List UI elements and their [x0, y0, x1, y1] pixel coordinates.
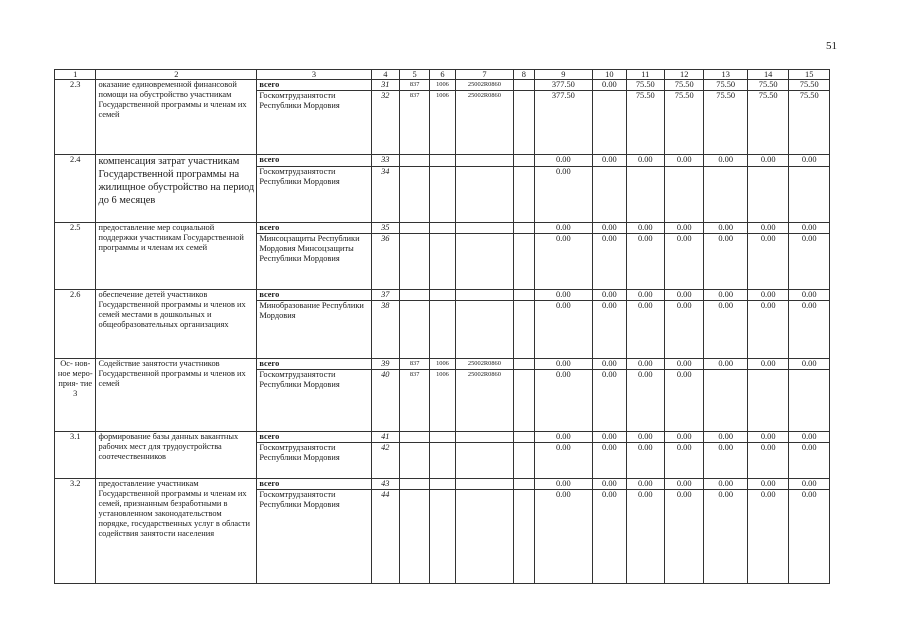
expense-type-code — [514, 290, 534, 301]
year-value: 0.00 — [626, 479, 664, 490]
measure-name: компенсация затрат участникам Государственной программы на жилищное обустройство на период до 6 месяцев — [96, 155, 257, 223]
row-code: 43 — [371, 479, 399, 490]
col-header: 3 — [257, 70, 371, 80]
gr-code — [399, 234, 429, 290]
target-article-code — [455, 443, 514, 479]
executor-total: всего — [257, 432, 371, 443]
row-code: 41 — [371, 432, 399, 443]
year-value: 0.00 — [593, 234, 626, 290]
target-article-code — [455, 167, 514, 223]
year-value: 75.50 — [747, 80, 788, 91]
section-code — [430, 432, 455, 443]
section-code: 1006 — [430, 370, 455, 432]
year-value: 0.00 — [704, 234, 748, 290]
table-row-total — [55, 479, 830, 490]
year-value: 0.00 — [704, 155, 748, 167]
year-value: 0.00 — [704, 490, 748, 584]
year-value — [747, 167, 788, 223]
year-value: 75.50 — [626, 80, 664, 91]
target-article-code: 25002R0860 — [455, 370, 514, 432]
year-value: 0.00 — [593, 359, 626, 370]
year-value: 0.00 — [747, 290, 788, 301]
year-value — [626, 167, 664, 223]
measure-name: предоставление участникам Государственной программы и членам их семей, признанным безработными в установленном законодательством порядке, государственных услуг в области содействия занятости населения — [96, 479, 257, 584]
year-value: 75.50 — [747, 91, 788, 155]
target-article-code — [455, 490, 514, 584]
target-article-code — [455, 301, 514, 359]
col-header: 6 — [430, 70, 455, 80]
total-value: 377.50 — [534, 80, 593, 91]
col-header: 1 — [55, 70, 96, 80]
year-value — [664, 167, 703, 223]
year-value: 75.50 — [704, 91, 748, 155]
gr-code — [399, 490, 429, 584]
year-value: 0.00 — [789, 432, 830, 443]
year-value: 0.00 — [664, 443, 703, 479]
section-code — [430, 479, 455, 490]
col-header: 14 — [747, 70, 788, 80]
executor-name: Минсоцзащиты Республики Мордовия Минсоцзащиты Республики Мордовия — [257, 234, 371, 290]
row-code: 40 — [371, 370, 399, 432]
executor-name: Госкомтрудзанятости Республики Мордовия — [257, 91, 371, 155]
year-value: 0.00 — [789, 155, 830, 167]
row-code: 39 — [371, 359, 399, 370]
total-value: 0.00 — [534, 167, 593, 223]
row-code: 38 — [371, 301, 399, 359]
year-value: 0.00 — [747, 443, 788, 479]
year-value — [704, 370, 748, 432]
year-value — [789, 167, 830, 223]
year-value: 0.00 — [747, 432, 788, 443]
year-value: 0.00 — [626, 432, 664, 443]
row-code: 33 — [371, 155, 399, 167]
year-value: 0.00 — [626, 234, 664, 290]
row-number: 2.6 — [55, 290, 96, 359]
gr-code — [399, 479, 429, 490]
section-code — [430, 155, 455, 167]
year-value: 0.00 — [704, 359, 748, 370]
col-header: 5 — [399, 70, 429, 80]
col-header: 2 — [96, 70, 257, 80]
row-number: 2.5 — [55, 223, 96, 290]
year-value: 0.00 — [664, 479, 703, 490]
section-code: 1006 — [430, 91, 455, 155]
expense-type-code — [514, 370, 534, 432]
year-value: 0.00 — [626, 290, 664, 301]
measure-name: предоставление мер социальной поддержки участникам Государственной программы и членам их семей — [96, 223, 257, 290]
executor-name: Минобразование Республики Мордовия — [257, 301, 371, 359]
target-article-code — [455, 155, 514, 167]
year-value: 75.50 — [789, 80, 830, 91]
section-code: 1006 — [430, 80, 455, 91]
budget-table — [54, 69, 830, 584]
year-value: 0.00 — [664, 301, 703, 359]
row-code: 31 — [371, 80, 399, 91]
total-value: 0.00 — [534, 443, 593, 479]
year-value: 0.00 — [704, 479, 748, 490]
year-value: 0.00 — [704, 432, 748, 443]
year-value: 0.00 — [747, 479, 788, 490]
measure-name: Содействие занятости участников Государственной программы и членов их семей — [96, 359, 257, 432]
section-code: 1006 — [430, 359, 455, 370]
year-value: 75.50 — [664, 80, 703, 91]
year-value: 0.00 — [789, 443, 830, 479]
total-value: 0.00 — [534, 490, 593, 584]
section-code — [430, 167, 455, 223]
expense-type-code — [514, 443, 534, 479]
table-row-total — [55, 432, 830, 443]
total-value: 0.00 — [534, 301, 593, 359]
gr-code — [399, 301, 429, 359]
expense-type-code — [514, 155, 534, 167]
executor-total: всего — [257, 80, 371, 91]
total-value: 0.00 — [534, 290, 593, 301]
expense-type-code — [514, 479, 534, 490]
row-code: 32 — [371, 91, 399, 155]
year-value: 0.00 — [664, 490, 703, 584]
section-code — [430, 223, 455, 234]
row-number: Ос- нов- ное меро- прия- тие 3 — [55, 359, 96, 432]
year-value: 0.00 — [789, 223, 830, 234]
target-article-code — [455, 479, 514, 490]
year-value: 0.00 — [664, 370, 703, 432]
row-number: 3.2 — [55, 479, 96, 584]
total-value: 0.00 — [534, 432, 593, 443]
section-code — [430, 234, 455, 290]
year-value — [789, 370, 830, 432]
gr-code: 837 — [399, 91, 429, 155]
total-value: 377.50 — [534, 91, 593, 155]
table-row-total — [55, 359, 830, 370]
target-article-code — [455, 432, 514, 443]
row-code: 36 — [371, 234, 399, 290]
total-value: 0.00 — [534, 370, 593, 432]
executor-total: всего — [257, 479, 371, 490]
year-value: 0.00 — [704, 290, 748, 301]
gr-code — [399, 223, 429, 234]
year-value — [593, 91, 626, 155]
year-value: 0.00 — [626, 443, 664, 479]
executor-total: всего — [257, 155, 371, 167]
row-code: 34 — [371, 167, 399, 223]
year-value: 0.00 — [789, 234, 830, 290]
year-value: 0.00 — [626, 301, 664, 359]
year-value: 0.00 — [789, 301, 830, 359]
measure-name: формирование базы данных вакантных рабочих мест для трудоустройства соотечественников — [96, 432, 257, 479]
year-value: 75.50 — [789, 91, 830, 155]
year-value: 0.00 — [704, 443, 748, 479]
year-value: 0.00 — [664, 223, 703, 234]
table-row-total — [55, 290, 830, 301]
target-article-code: 25002R0860 — [455, 359, 514, 370]
table-row-total — [55, 155, 830, 167]
expense-type-code — [514, 359, 534, 370]
col-header: 11 — [626, 70, 664, 80]
year-value — [747, 370, 788, 432]
row-number: 3.1 — [55, 432, 96, 479]
gr-code — [399, 155, 429, 167]
row-number: 2.3 — [55, 80, 96, 155]
gr-code — [399, 167, 429, 223]
year-value: 0.00 — [747, 234, 788, 290]
year-value: 75.50 — [704, 80, 748, 91]
gr-code — [399, 432, 429, 443]
gr-code: 837 — [399, 370, 429, 432]
year-value: 0.00 — [626, 359, 664, 370]
year-value: 0.00 — [789, 359, 830, 370]
total-value: 0.00 — [534, 359, 593, 370]
total-value: 0.00 — [534, 234, 593, 290]
year-value: 0.00 — [789, 490, 830, 584]
year-value: 0.00 — [664, 155, 703, 167]
row-code: 42 — [371, 443, 399, 479]
target-article-code — [455, 223, 514, 234]
year-value: 0.00 — [664, 234, 703, 290]
year-value: 0.00 — [747, 359, 788, 370]
executor-name: Госкомтрудзанятости Республики Мордовия — [257, 167, 371, 223]
year-value: 0.00 — [593, 432, 626, 443]
col-header: 15 — [789, 70, 830, 80]
target-article-code: 25002R0860 — [455, 91, 514, 155]
expense-type-code — [514, 223, 534, 234]
expense-type-code — [514, 490, 534, 584]
row-code: 44 — [371, 490, 399, 584]
year-value: 0.00 — [789, 290, 830, 301]
executor-total: всего — [257, 290, 371, 301]
year-value: 0.00 — [626, 223, 664, 234]
year-value: 0.00 — [593, 301, 626, 359]
total-value: 0.00 — [534, 479, 593, 490]
table-row-total — [55, 223, 830, 234]
expense-type-code — [514, 80, 534, 91]
year-value: 0.00 — [664, 359, 703, 370]
header-row — [55, 70, 830, 80]
year-value: 0.00 — [626, 490, 664, 584]
section-code — [430, 443, 455, 479]
year-value: 0.00 — [664, 290, 703, 301]
year-value: 0.00 — [626, 370, 664, 432]
expense-type-code — [514, 432, 534, 443]
col-header: 10 — [593, 70, 626, 80]
col-header: 12 — [664, 70, 703, 80]
year-value: 75.50 — [626, 91, 664, 155]
col-header: 4 — [371, 70, 399, 80]
year-value: 0.00 — [593, 290, 626, 301]
row-number: 2.4 — [55, 155, 96, 223]
col-header: 8 — [514, 70, 534, 80]
year-value: 0.00 — [704, 223, 748, 234]
target-article-code: 25002R0860 — [455, 80, 514, 91]
col-header: 9 — [534, 70, 593, 80]
year-value: 75.50 — [664, 91, 703, 155]
gr-code: 837 — [399, 80, 429, 91]
expense-type-code — [514, 91, 534, 155]
year-value: 0.00 — [626, 155, 664, 167]
year-value: 0.00 — [747, 155, 788, 167]
executor-name: Госкомтрудзанятости Республики Мордовия — [257, 490, 371, 584]
expense-type-code — [514, 167, 534, 223]
section-code — [430, 490, 455, 584]
target-article-code — [455, 234, 514, 290]
page-number: 51 — [826, 40, 837, 52]
year-value: 0.00 — [747, 490, 788, 584]
year-value: 0.00 — [789, 479, 830, 490]
total-value: 0.00 — [534, 223, 593, 234]
year-value: 0.00 — [593, 443, 626, 479]
year-value: 0.00 — [593, 223, 626, 234]
row-code: 37 — [371, 290, 399, 301]
col-header: 7 — [455, 70, 514, 80]
col-header: 13 — [704, 70, 748, 80]
target-article-code — [455, 290, 514, 301]
year-value: 0.00 — [664, 432, 703, 443]
year-value: 0.00 — [593, 370, 626, 432]
year-value: 0.00 — [593, 80, 626, 91]
total-value: 0.00 — [534, 155, 593, 167]
row-code: 35 — [371, 223, 399, 234]
section-code — [430, 301, 455, 359]
table-row-total — [55, 80, 830, 91]
year-value: 0.00 — [747, 301, 788, 359]
year-value — [704, 167, 748, 223]
section-code — [430, 290, 455, 301]
gr-code — [399, 443, 429, 479]
gr-code — [399, 290, 429, 301]
executor-total: всего — [257, 359, 371, 370]
year-value — [593, 167, 626, 223]
executor-name: Госкомтрудзанятости Республики Мордовия — [257, 370, 371, 432]
gr-code: 837 — [399, 359, 429, 370]
year-value: 0.00 — [593, 490, 626, 584]
year-value: 0.00 — [704, 301, 748, 359]
executor-total: всего — [257, 223, 371, 234]
year-value: 0.00 — [747, 223, 788, 234]
year-value: 0.00 — [593, 479, 626, 490]
measure-name: обеспечение детей участников Государственной программы и членов их семей местами в дошкольных и общеобразовательных организациях — [96, 290, 257, 359]
measure-name: оказание единовременной финансовой помощи на обустройство участникам Государственной программы и членам их семей — [96, 80, 257, 155]
year-value: 0.00 — [593, 155, 626, 167]
expense-type-code — [514, 234, 534, 290]
expense-type-code — [514, 301, 534, 359]
executor-name: Госкомтрудзанятости Республики Мордовия — [257, 443, 371, 479]
